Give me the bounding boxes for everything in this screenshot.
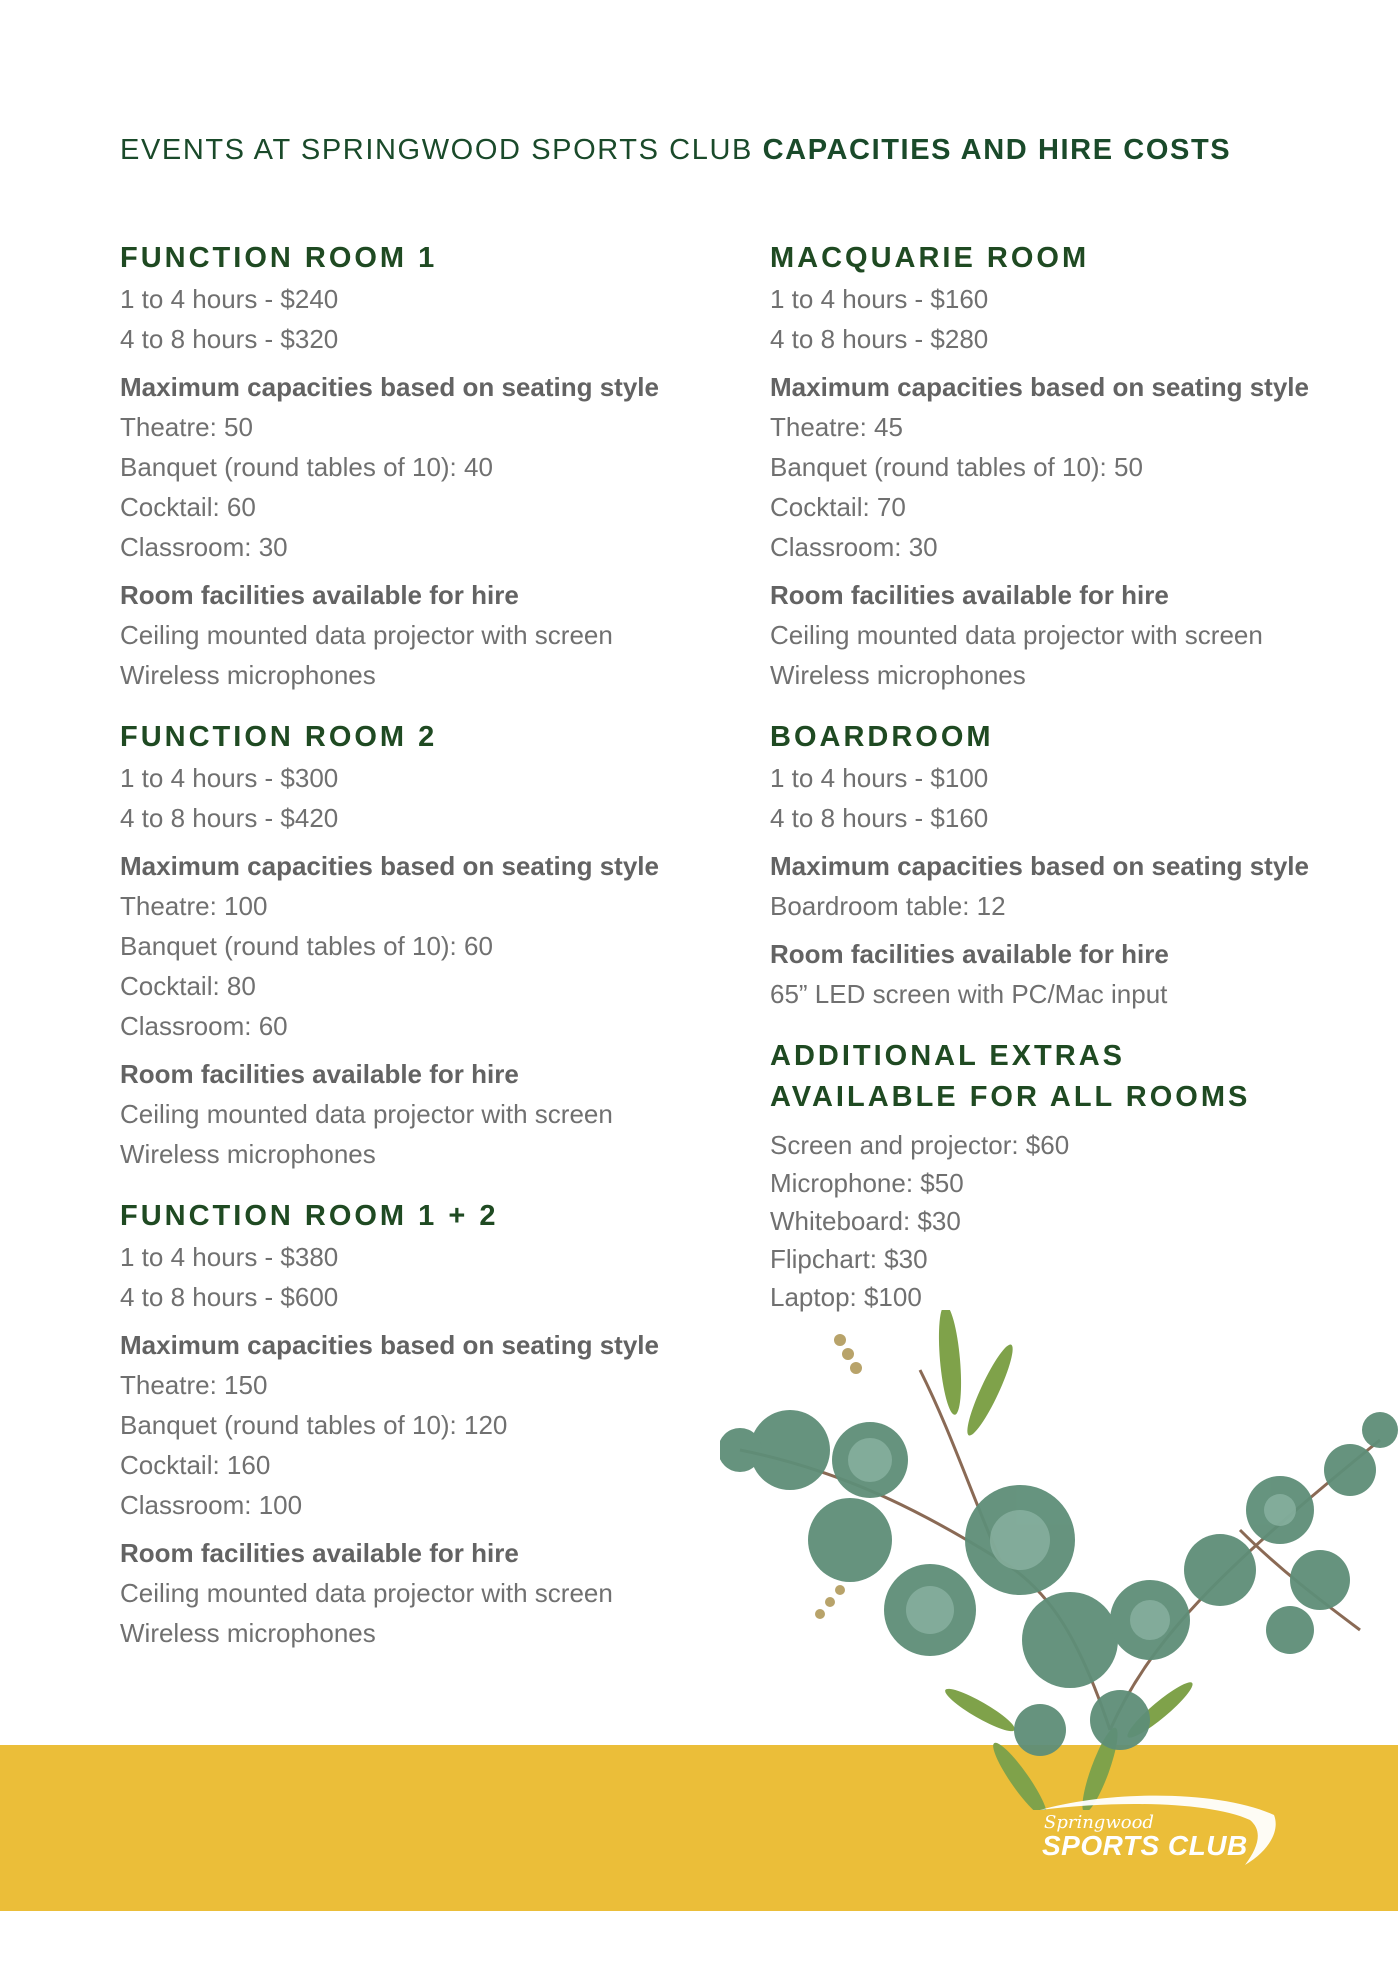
- facilities-heading: Room facilities available for hire: [120, 1538, 519, 1568]
- room-function-1: [120, 238, 680, 695]
- extra-item: Microphone: $50: [770, 1168, 964, 1198]
- extras-title-line1: ADDITIONAL EXTRAS: [770, 1040, 1125, 1072]
- capacity-line: Classroom: 30: [770, 532, 938, 562]
- capacity-heading: Maximum capacities based on seating style: [120, 851, 659, 881]
- rate-line: 1 to 4 hours - $300: [120, 763, 339, 793]
- room-title: FUNCTION ROOM 1 + 2: [120, 1200, 499, 1232]
- capacity-line: Banquet (round tables of 10): 50: [770, 452, 1143, 482]
- page-title-regular: EVENTS AT SPRINGWOOD SPORTS CLUB: [120, 134, 753, 166]
- room-macquarie: [770, 238, 1330, 695]
- capacity-line: Classroom: 100: [120, 1490, 303, 1520]
- capacity-line: Classroom: 60: [120, 1011, 288, 1041]
- capacity-line: Banquet (round tables of 10): 40: [120, 452, 493, 482]
- eucalyptus-leaves-illustration: [720, 1310, 1398, 1810]
- capacity-heading: Maximum capacities based on seating style: [120, 1330, 659, 1360]
- facility-line: Wireless microphones: [120, 660, 376, 690]
- room-boardroom: [770, 717, 1330, 1014]
- rate-line: 4 to 8 hours - $600: [120, 1282, 339, 1312]
- facility-line: Ceiling mounted data projector with screen: [120, 1099, 613, 1129]
- facility-line: Wireless microphones: [120, 1618, 376, 1648]
- page-title-bold: CAPACITIES AND HIRE COSTS: [762, 134, 1232, 166]
- room-title: FUNCTION ROOM 1: [120, 242, 438, 274]
- capacity-line: Theatre: 100: [120, 891, 268, 921]
- additional-extras: [770, 1036, 1330, 1316]
- facility-line: Wireless microphones: [120, 1139, 376, 1169]
- room-title: FUNCTION ROOM 2: [120, 721, 438, 753]
- capacity-line: Theatre: 50: [120, 412, 253, 442]
- right-column: [770, 238, 1330, 1338]
- capacity-line: Classroom: 30: [120, 532, 288, 562]
- rate-line: 1 to 4 hours - $100: [770, 763, 989, 793]
- capacity-line: Cocktail: 80: [120, 971, 256, 1001]
- extra-item: Whiteboard: $30: [770, 1206, 961, 1236]
- room-title: MACQUARIE ROOM: [770, 242, 1090, 274]
- facility-line: Ceiling mounted data projector with screen: [770, 620, 1263, 650]
- rate-line: 1 to 4 hours - $160: [770, 284, 989, 314]
- facility-line: Wireless microphones: [770, 660, 1026, 690]
- capacity-heading: Maximum capacities based on seating style: [120, 372, 659, 402]
- facility-line: Ceiling mounted data projector with screen: [120, 1578, 613, 1608]
- capacity-line: Boardroom table: 12: [770, 891, 1006, 921]
- capacity-line: Theatre: 150: [120, 1370, 268, 1400]
- left-column: [120, 238, 680, 1675]
- extra-item: Laptop: $100: [770, 1282, 922, 1312]
- capacity-line: Banquet (round tables of 10): 120: [120, 1410, 508, 1440]
- capacity-heading: Maximum capacities based on seating style: [770, 372, 1309, 402]
- facilities-heading: Room facilities available for hire: [770, 580, 1169, 610]
- room-title: BOARDROOM: [770, 721, 994, 753]
- capacity-line: Cocktail: 70: [770, 492, 906, 522]
- facilities-heading: Room facilities available for hire: [120, 1059, 519, 1089]
- capacity-line: Cocktail: 160: [120, 1450, 271, 1480]
- springwood-sports-club-logo: [1030, 1790, 1280, 1870]
- rate-line: 4 to 8 hours - $160: [770, 803, 989, 833]
- capacity-heading: Maximum capacities based on seating style: [770, 851, 1309, 881]
- room-function-2: [120, 717, 680, 1174]
- capacity-line: Cocktail: 60: [120, 492, 256, 522]
- rate-line: 1 to 4 hours - $240: [120, 284, 339, 314]
- rate-line: 4 to 8 hours - $320: [120, 324, 339, 354]
- extra-item: Screen and projector: $60: [770, 1130, 1070, 1160]
- facility-line: 65” LED screen with PC/Mac input: [770, 979, 1168, 1009]
- extras-title-line2: AVAILABLE FOR ALL ROOMS: [770, 1081, 1251, 1113]
- page-title: [120, 134, 1320, 167]
- rate-line: 1 to 4 hours - $380: [120, 1242, 339, 1272]
- capacity-line: Theatre: 45: [770, 412, 903, 442]
- rate-line: 4 to 8 hours - $280: [770, 324, 989, 354]
- logo-main-text: SPORTS CLUB: [1042, 1830, 1248, 1861]
- extra-item: Flipchart: $30: [770, 1244, 928, 1274]
- rate-line: 4 to 8 hours - $420: [120, 803, 339, 833]
- logo-top-text: Springwood: [1044, 1812, 1154, 1833]
- facility-line: Ceiling mounted data projector with screen: [120, 620, 613, 650]
- facilities-heading: Room facilities available for hire: [770, 939, 1169, 969]
- capacity-line: Banquet (round tables of 10): 60: [120, 931, 493, 961]
- facilities-heading: Room facilities available for hire: [120, 580, 519, 610]
- room-function-1-2: [120, 1196, 680, 1653]
